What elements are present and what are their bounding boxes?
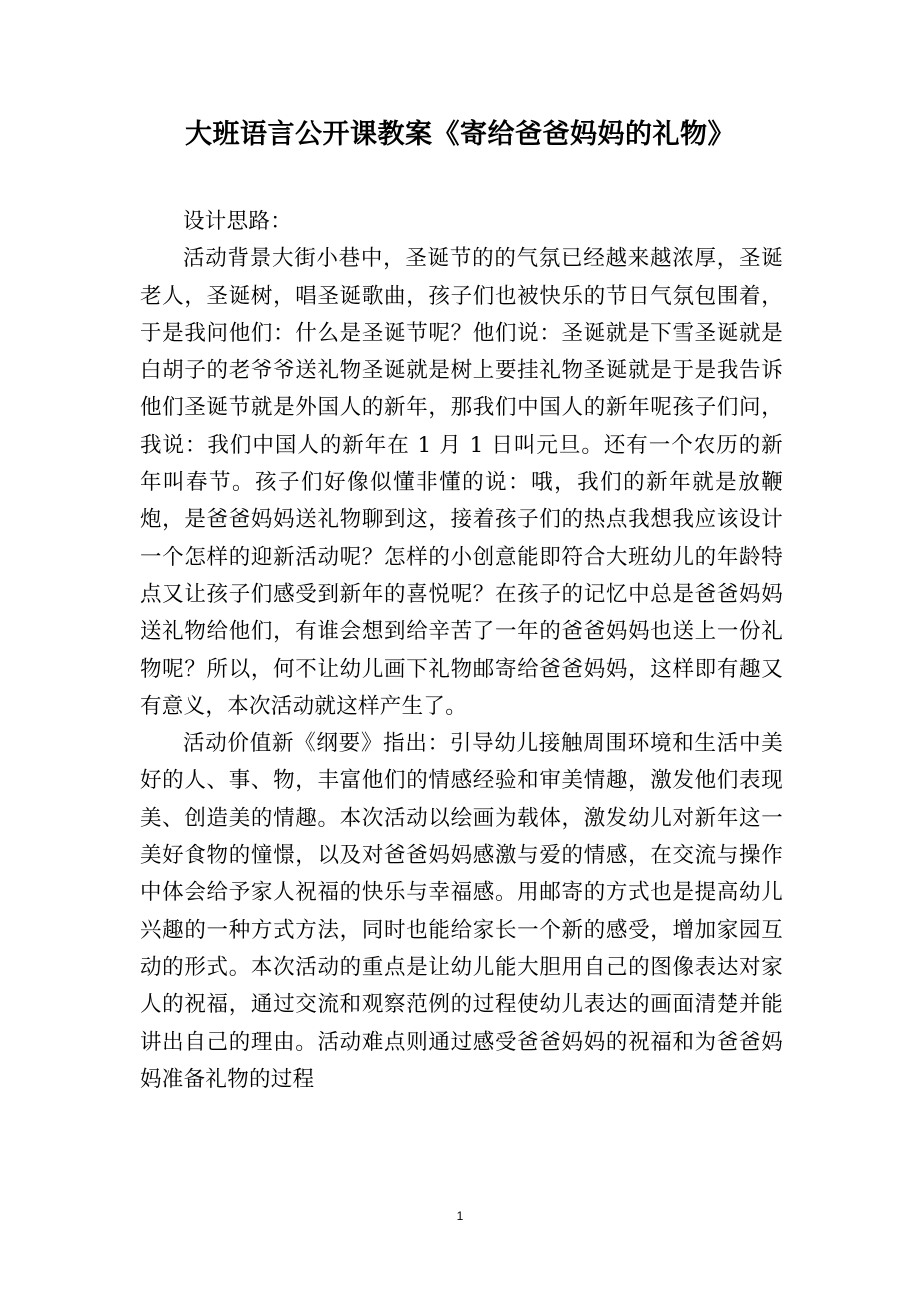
paragraph-activity-value: 活动价值新《纲要》指出：引导幼儿接触周围环境和生活中美好的人、事、物，丰富他们的情感经验和审美情趣，激发他们表现美、创造美的情趣。本次活动以绘画为载体，激发幼儿对新年这一美好食物的憧憬，以及对爸爸妈妈感激与爱的情感，在交流与操作中体会给予家人祝福的快乐与幸福感。用邮寄的方式也是提高幼儿兴趣的一种方式方法，同时也能给家长一个新的感受，增加家园互动的形式。本次活动的重点是让幼儿能大胆用自己的图像表达对家人的祝福，通过交流和观察范例的过程使幼儿表达的画面清楚并能讲出自己的理由。活动难点则通过感受爸爸妈妈的祝福和为爸爸妈妈准备礼物的过程 xyxy=(140,731,783,1092)
document-body xyxy=(140,203,783,1098)
document-title: 大班语言公开课教案《寄给爸爸妈妈的礼物》 xyxy=(185,119,735,150)
page-number: 1 xyxy=(456,1209,464,1223)
paragraph-design-ideas-heading: 设计思路： xyxy=(183,209,293,234)
paragraph-activity-background: 活动背景大街小巷中，圣诞节的的气氛已经越来越浓厚，圣诞老人，圣诞树，唱圣诞歌曲，孩子们也被快乐的节日气氛包围着，于是我问他们：什么是圣诞节呢？他们说：圣诞就是下雪圣诞就是白胡子的老爷爷送礼物圣诞就是树上要挂礼物圣诞就是于是我告诉他们圣诞节就是外国人的新年，那我们中国人的新年呢孩子们问，我说：我们中国人的新年在 1 月 1 日叫元旦。还有一个农历的新年叫春节。孩子们好像似懂非懂的说：哦，我们的新年就是放鞭炮，是爸爸妈妈送礼物聊到这，接着孩子们的热点我想我应该设计一个怎样的迎新活动呢？怎样的小创意能即符合大班幼儿的年龄特点又让孩子们感受到新年的喜悦呢？在孩子的记忆中总是爸爸妈妈送礼物给他们，有谁会想到给辛苦了一年的爸爸妈妈也送上一份礼物呢？所以，何不让幼儿画下礼物邮寄给爸爸妈妈，这样即有趣又有意义，本次活动就这样产生了。 xyxy=(140,246,783,719)
